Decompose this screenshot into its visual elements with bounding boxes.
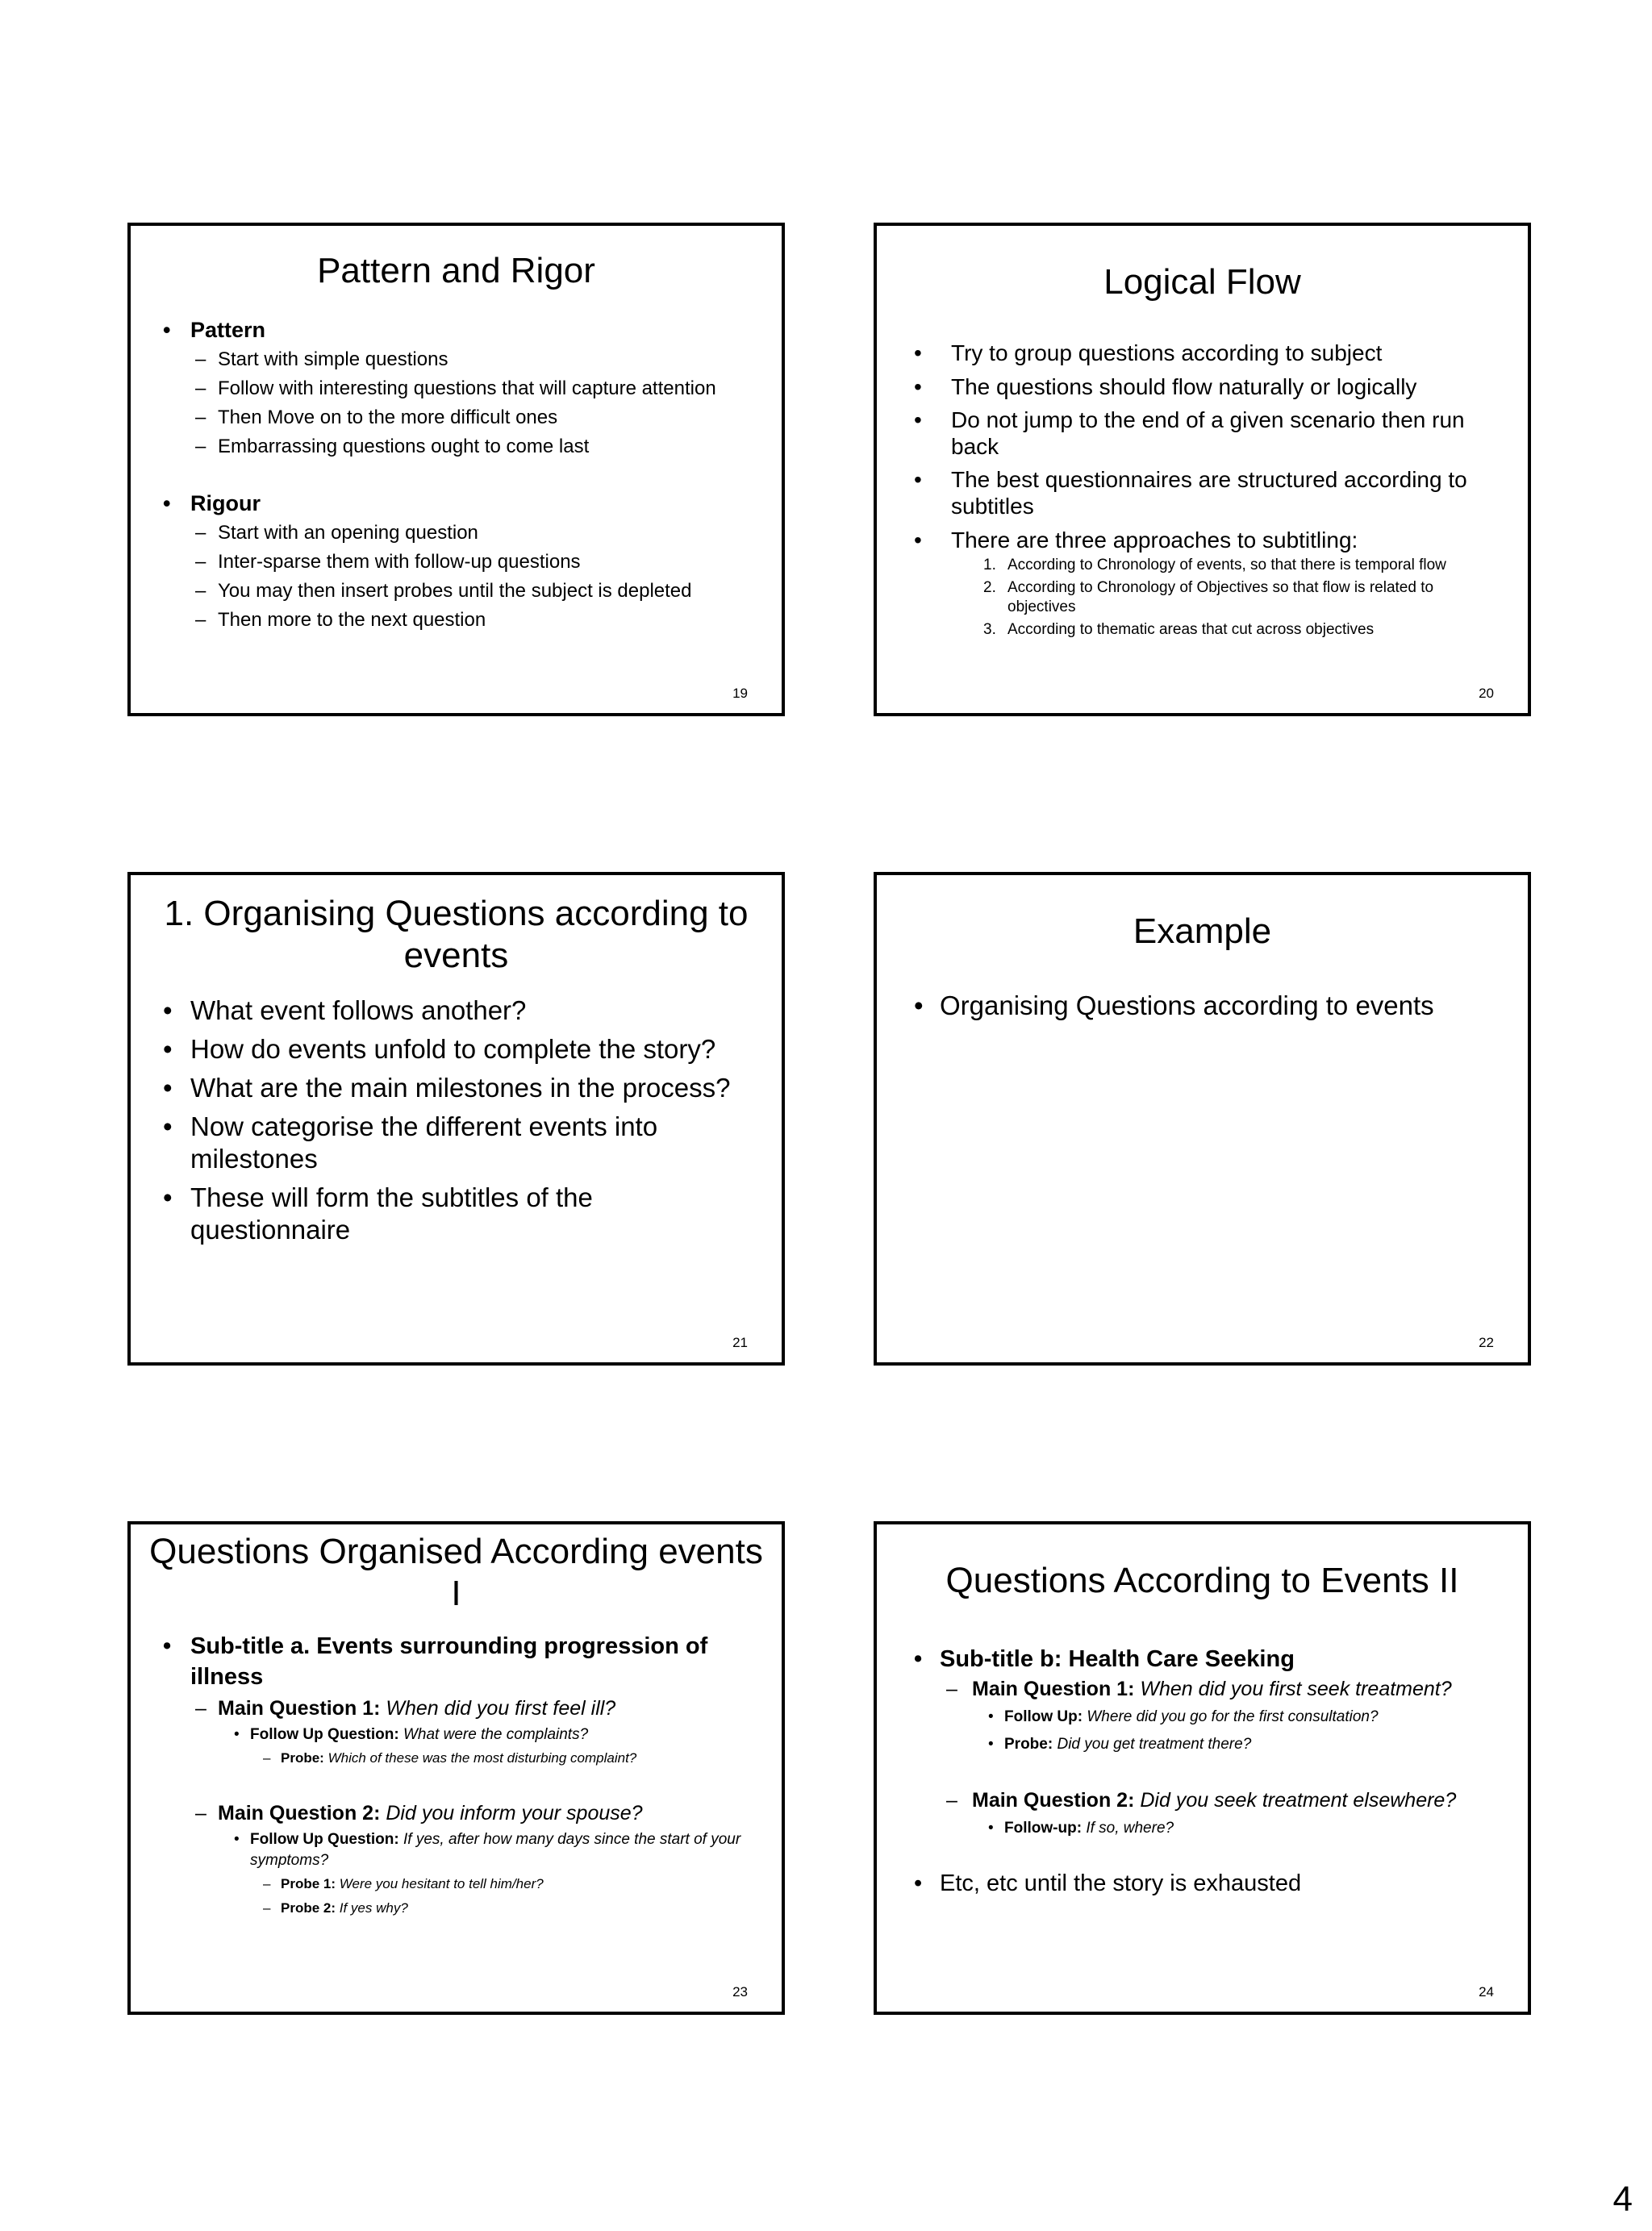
slide-number: 20 xyxy=(1479,686,1494,701)
slide-title: Example xyxy=(1133,911,1272,951)
bullet-item: • Sub-title b: Health Care Seeking xyxy=(914,1646,1295,1672)
slide-24 xyxy=(874,1521,1531,2015)
slide-20 xyxy=(874,223,1531,716)
bullet-item: • What event follows another? xyxy=(163,995,527,1025)
slide-title: Logical Flow xyxy=(1103,262,1301,302)
main-question: – Main Question 2: Did you inform your spouse? xyxy=(195,1802,643,1824)
slide-content xyxy=(163,995,757,1246)
follow-up-question: • Follow Up Question: If yes, after how many days since the start of your symptoms? xyxy=(234,1831,741,1869)
follow-up-question: • Follow Up: Where did you go for the first consultation? xyxy=(988,1708,1379,1725)
slide-content xyxy=(163,316,757,632)
sub-item: – Embarrassing questions ought to come last xyxy=(195,436,590,457)
bullet-item: • Now categorise the different events into milestones xyxy=(163,1111,658,1174)
numbered-item: 1. According to Chronology of events, so that there is temporal flow xyxy=(983,557,1446,573)
slide-title: 1. Organising Questions according to events xyxy=(164,894,749,975)
slide-22 xyxy=(874,872,1531,1366)
numbered-item: 2. According to Chronology of Objectives so that flow is related to objectives xyxy=(983,579,1434,615)
main-question: – Main Question 1: When did you first seek treatment? xyxy=(946,1678,1452,1700)
page-number: 4 xyxy=(1612,2179,1633,2219)
slide-content xyxy=(914,339,1504,640)
bullet-item: • What are the main milestones in the process? xyxy=(163,1073,731,1103)
bullet-item: • These will form the subtitles of the questionnaire xyxy=(163,1182,593,1245)
bullet-item: • Pattern xyxy=(163,318,266,342)
bullet-item: • Do not jump to the end of a given scenario then run back xyxy=(914,407,1465,459)
sub-item: – Then more to the next question xyxy=(195,609,486,631)
slide-number: 21 xyxy=(732,1335,748,1350)
slide-title: Questions Organised According events I xyxy=(149,1532,763,1613)
slide-21 xyxy=(127,872,785,1366)
bullet-item: • Rigour xyxy=(163,491,261,515)
follow-up-question: • Follow-up: If so, where? xyxy=(988,1820,1174,1837)
sub-item: – You may then insert probes until the subject is depleted xyxy=(195,580,692,602)
slide-content xyxy=(163,1631,757,1918)
sub-item: – Then Move on to the more difficult ones xyxy=(195,407,558,428)
bullet-item: • The best questionnaires are structured according to subtitles xyxy=(914,467,1467,519)
slide-number: 22 xyxy=(1479,1335,1494,1350)
probe: – Probe 2: If yes why? xyxy=(263,1900,408,1916)
sub-item: – Follow with interesting questions that will capture attention xyxy=(195,377,716,399)
bullet-item: • How do events unfold to complete the story? xyxy=(163,1034,716,1064)
main-question: – Main Question 2: Did you seek treatment elsewhere? xyxy=(946,1789,1457,1812)
bullet-item: • Try to group questions according to subject xyxy=(914,340,1383,365)
numbered-item: 3. According to thematic areas that cut across objectives xyxy=(983,621,1375,638)
bullet-item: • Sub-title a. Events surrounding progression of illness xyxy=(163,1633,708,1690)
follow-up-question: • Follow Up Question: What were the complaints? xyxy=(234,1726,589,1743)
slide-content xyxy=(914,990,1504,1022)
sub-item: – Start with an opening question xyxy=(195,522,478,544)
sub-item: – Start with simple questions xyxy=(195,348,448,370)
slide-19 xyxy=(127,223,785,716)
probe: – Probe 1: Were you hesitant to tell him/her? xyxy=(263,1876,544,1891)
slide-title: Questions According to Events II xyxy=(945,1561,1459,1600)
slide-content xyxy=(914,1644,1504,1899)
bullet-item: • There are three approaches to subtitling: xyxy=(914,528,1358,553)
main-question: – Main Question 1: When did you first feel ill? xyxy=(195,1697,616,1720)
probe: – Probe: Which of these was the most disturbing complaint? xyxy=(263,1750,637,1766)
slide-title: Pattern and Rigor xyxy=(317,251,595,290)
sub-item: – Inter-sparse them with follow-up questions xyxy=(195,551,581,573)
slide-number: 24 xyxy=(1479,1984,1494,2000)
bullet-item: • Organising Questions according to events xyxy=(914,990,1434,1020)
slide-number: 23 xyxy=(732,1984,748,2000)
bullet-item: • The questions should flow naturally or logically xyxy=(914,374,1417,399)
bullet-item: • Etc, etc until the story is exhausted xyxy=(914,1870,1302,1896)
probe: • Probe: Did you get treatment there? xyxy=(988,1736,1252,1753)
slide-number: 19 xyxy=(732,686,748,701)
slide-23 xyxy=(127,1521,785,2015)
